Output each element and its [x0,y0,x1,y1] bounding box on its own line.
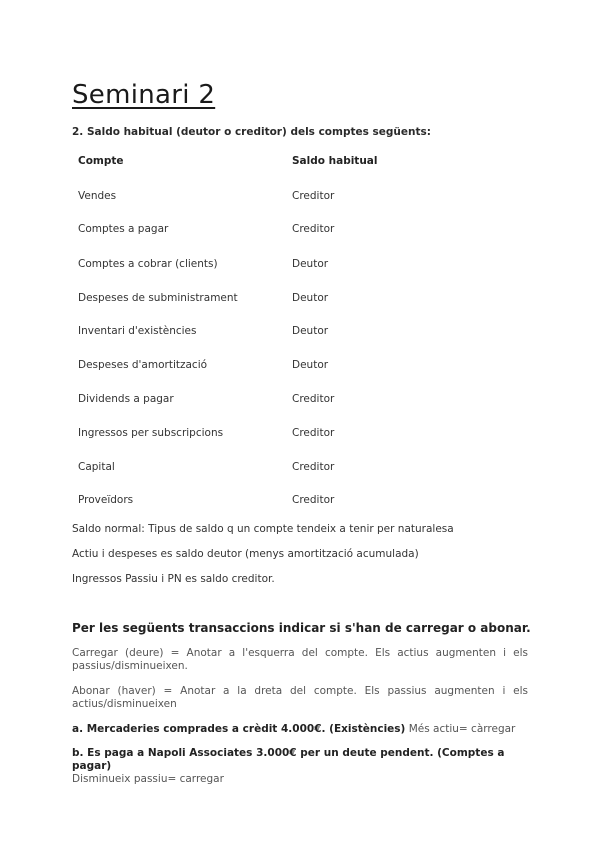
note-creditor: Ingressos Passiu i PN es saldo creditor. [72,573,275,585]
note-deutor: Actiu i despeses es saldo deutor (menys amortització acumulada) [72,548,419,560]
table-row-balance: Creditor [292,223,335,235]
table-row-account: Comptes a cobrar (clients) [78,258,218,270]
page-title: Seminari 2 [72,80,216,110]
abonar-definition: Abonar (haver) = Anotar a la dreta del compte. Els passius augmenten i els actius/disminueixen [72,685,528,710]
table-row-balance: Deutor [292,258,329,270]
table-row-balance: Deutor [292,292,329,304]
table-row-balance: Deutor [292,359,329,371]
transaction-b-statement: b. Es paga a Napoli Associates 3.000€ per un deute pendent. (Comptes a pagar) [72,747,505,772]
table-row-account: Despeses d'amortització [78,359,208,371]
table-row-balance: Creditor [292,190,335,202]
table-header-saldo: Saldo habitual [292,155,378,167]
table-row-account: Proveïdors [78,494,134,506]
section-heading: Per les següents transaccions indicar si s'han de carregar o abonar. [72,621,531,635]
table-row-account: Ingressos per subscripcions [78,427,224,439]
table-row-account: Inventari d'existències [78,325,197,337]
table-row-account: Comptes a pagar [78,223,169,235]
table-row-account: Despeses de subministrament [78,292,238,304]
table-row-account: Dividends a pagar [78,393,174,405]
transaction-b [72,747,528,786]
question-heading: 2. Saldo habitual (deutor o creditor) dels comptes següents: [72,126,431,138]
table-row-balance: Creditor [292,494,335,506]
table-row-balance: Creditor [292,427,335,439]
table-row-balance: Creditor [292,393,335,405]
table-row-balance: Deutor [292,325,329,337]
carregar-definition: Carregar (deure) = Anotar a l'esquerra del compte. Els actius augmenten i els passius/disminueixen. [72,647,528,672]
table-row-account: Capital [78,461,115,473]
table-row-balance: Creditor [292,461,335,473]
transaction-a-answer: Més actiu= càrregar [405,723,516,735]
table-header-compte: Compte [78,155,124,167]
note-saldo-normal: Saldo normal: Tipus de saldo q un compte tendeix a tenir per naturalesa [72,523,454,535]
table-row-account: Vendes [78,190,117,202]
transaction-b-answer: Disminueix passiu= carregar [72,773,224,785]
transaction-a [72,723,528,736]
transaction-a-statement: a. Mercaderies comprades a crèdit 4.000€. (Existències) [72,723,406,735]
